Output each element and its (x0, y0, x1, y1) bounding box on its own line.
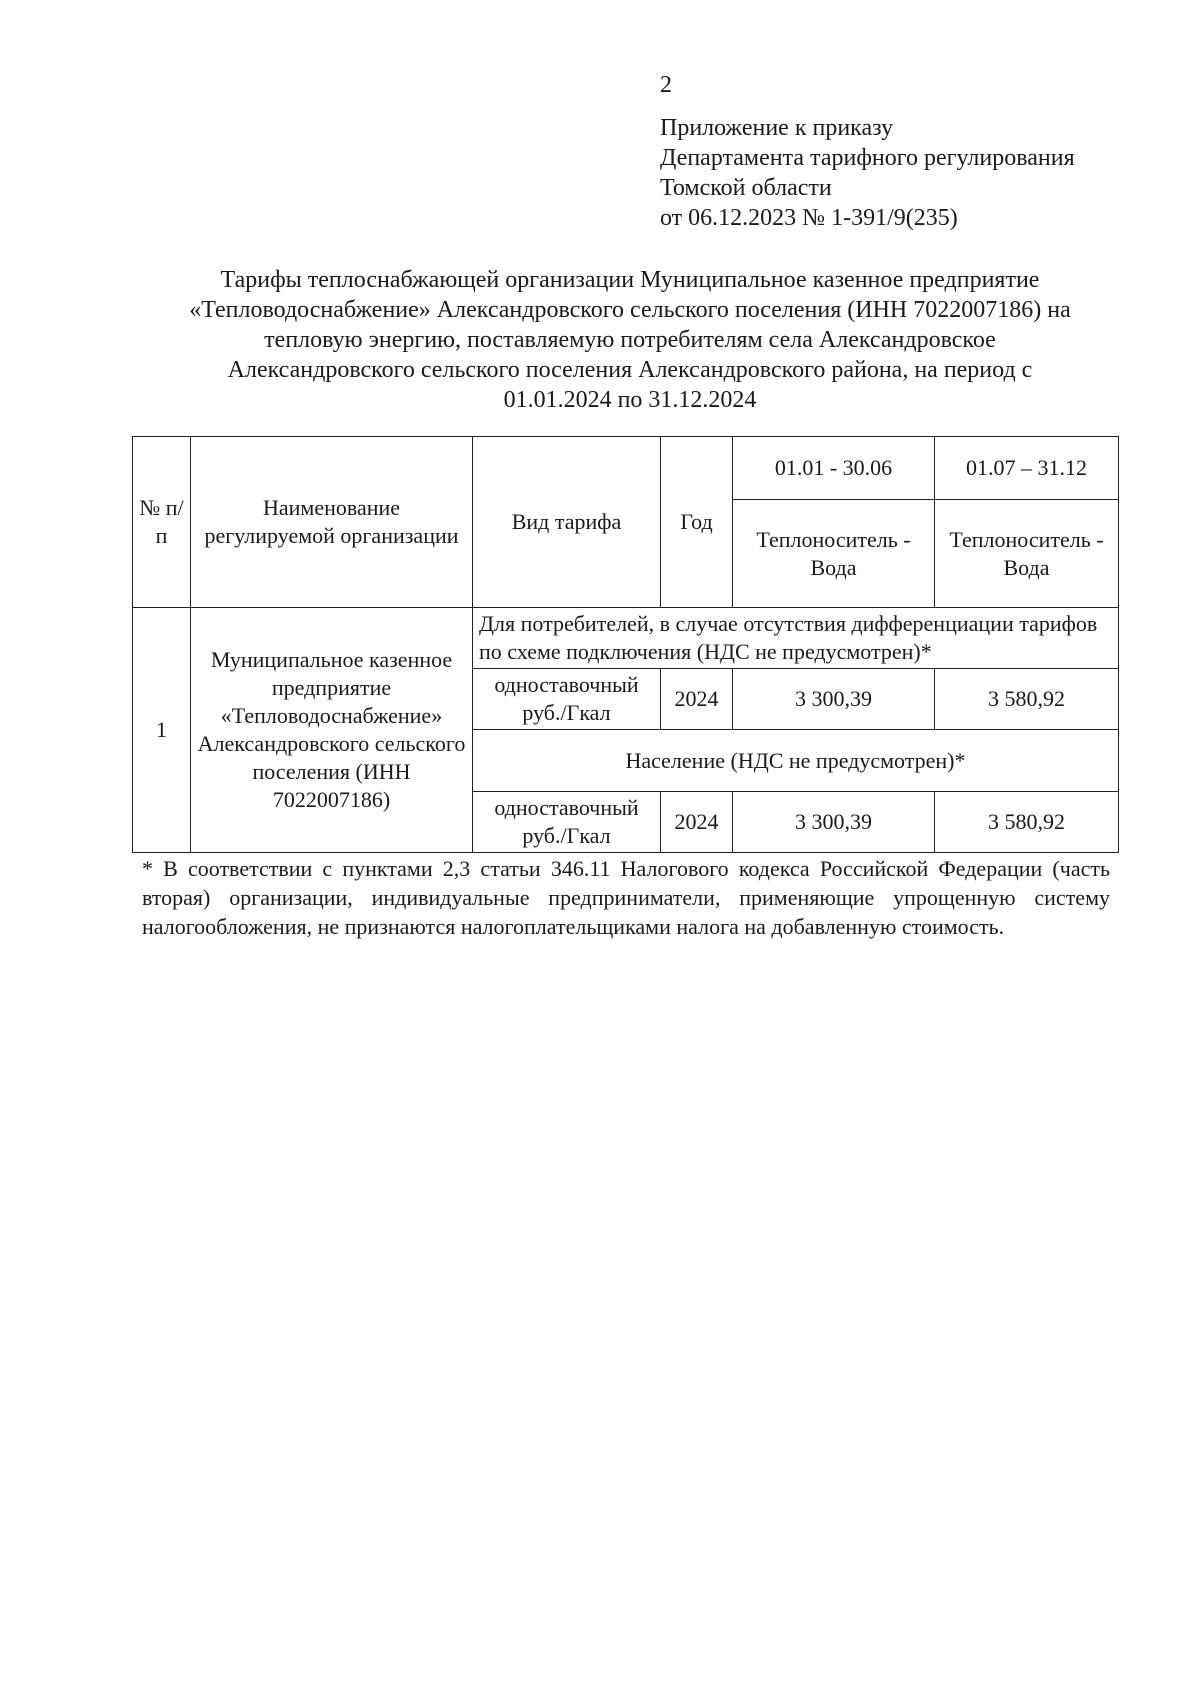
appendix-header (660, 113, 1075, 233)
header-carrier-1: Теплоноситель - Вода (733, 500, 935, 608)
tariff-value-2: 3 580,92 (935, 792, 1119, 853)
tariff-type-cell: одноставочный руб./Гкал (473, 669, 661, 730)
organization-name: Муниципальное казенное предприятие «Тепловодоснабжение» Александровского сельского поселения (ИНН 7022007186) (191, 608, 473, 853)
section-row (133, 608, 1119, 669)
header-period-2: 01.07 – 31.12 (935, 437, 1119, 500)
tariff-value-1: 3 300,39 (733, 792, 935, 853)
appendix-line: Департамента тарифного регулирования (660, 145, 1075, 171)
year-cell: 2024 (661, 792, 733, 853)
row-number: 1 (133, 608, 191, 853)
appendix-line: Томской области (660, 175, 832, 201)
header-carrier-2: Теплоноситель - Вода (935, 500, 1119, 608)
section-title: Население (НДС не предусмотрен)* (473, 730, 1119, 792)
title-line: Тарифы теплоснабжающей организации Муниципальное казенное предприятие (220, 267, 1040, 293)
year-cell: 2024 (661, 669, 733, 730)
tariff-type-cell: одноставочный руб./Гкал (473, 792, 661, 853)
page-number: 2 (660, 72, 672, 98)
title-line: «Тепловодоснабжение» Александровского сельского поселения (ИНН 7022007186) на (189, 297, 1071, 323)
document-title (140, 265, 1120, 415)
header-period-1: 01.01 - 30.06 (733, 437, 935, 500)
footnote: * В соответствии с пунктами 2,3 статьи 346.11 Налогового кодекса Российской Федерации (часть вторая) организации, индивидуальные предприниматели, применяющие упрощенную систему налогообложения, не признаются налогоплательщиками налога на добавленную стоимость. (142, 856, 1110, 939)
title-line: 01.01.2024 по 31.12.2024 (503, 387, 757, 413)
tariff-table (132, 436, 1119, 853)
section-title: Для потребителей, в случае отсутствия дифференциации тарифов по схеме подключения (НДС не предусмотрен)* (473, 608, 1119, 669)
tariff-value-1: 3 300,39 (733, 669, 935, 730)
header-row (133, 437, 1119, 500)
header-tariff-type: Вид тарифа (473, 437, 661, 608)
appendix-line: Приложение к приказу (660, 115, 894, 141)
title-line: Александровского сельского поселения Александровского района, на период с (227, 357, 1033, 383)
header-num: № п/п (133, 437, 191, 608)
header-org: Наименование регулируемой организации (191, 437, 473, 608)
title-line: тепловую энергию, поставляемую потребителям села Александровское (264, 327, 996, 353)
appendix-line: от 06.12.2023 № 1-391/9(235) (660, 205, 958, 231)
header-year: Год (661, 437, 733, 608)
tariff-value-2: 3 580,92 (935, 669, 1119, 730)
